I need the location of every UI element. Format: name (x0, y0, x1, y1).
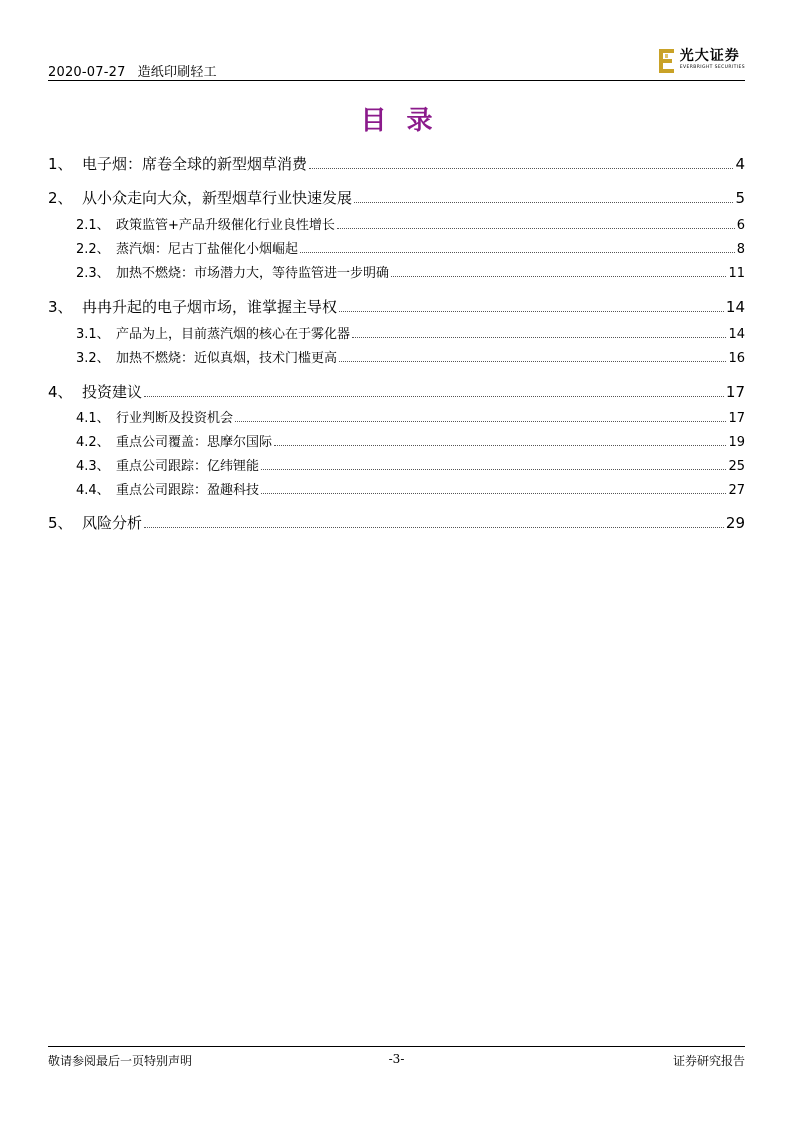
dot-leader (235, 421, 726, 422)
toc-entry-title: 重点公司覆盖：思摩尔国际 (116, 435, 273, 450)
toc-entry-title: 投资建议 (82, 383, 143, 401)
dot-leader (339, 361, 726, 362)
footer-rule (48, 1046, 745, 1047)
dot-leader (144, 527, 724, 528)
toc-subentry[interactable]: 4.2、 重点公司覆盖：思摩尔国际 19 (48, 431, 745, 450)
toc-entry-title: 重点公司跟踪：亿纬锂能 (116, 459, 260, 474)
logo-text-cn: 光大证券 (679, 48, 740, 64)
toc-entry-title: 加热不燃烧：市场潜力大，等待监管进一步明确 (116, 266, 390, 281)
dot-leader (309, 168, 733, 169)
toc-entry-title: 政策监管+产品升级催化行业良性增长 (116, 218, 335, 233)
toc-page-number: 4 (735, 155, 745, 173)
toc-subentry[interactable]: 4.4、 重点公司跟踪：盈趣科技 27 (48, 479, 745, 498)
toc-entry-title: 冉冉升起的电子烟市场，谁掌握主导权 (82, 298, 338, 316)
company-logo (658, 48, 745, 76)
dot-leader (261, 493, 726, 494)
dot-leader (337, 228, 735, 229)
dot-leader (274, 445, 726, 446)
dot-leader (300, 252, 735, 253)
toc-subentry[interactable]: 2.2、 蒸汽烟：尼古丁盐催化小烟崛起 8 (48, 238, 745, 257)
toc-subentry[interactable]: 3.1、 产品为上，目前蒸汽烟的核心在于雾化器 14 (48, 323, 745, 342)
toc-page-number: 5 (735, 189, 745, 207)
report-date: 2020-07-27 (48, 65, 126, 80)
dot-leader (261, 469, 726, 470)
toc-page-number: 17 (725, 383, 745, 401)
dot-leader (144, 396, 724, 397)
toc-entry-title: 蒸汽烟：尼古丁盐催化小烟崛起 (116, 242, 299, 257)
page-number: -3- (388, 1052, 405, 1066)
toc-page-number: 19 (728, 435, 745, 450)
header-info (48, 61, 217, 80)
toc-page-number: 11 (728, 266, 745, 281)
toc-entry-title: 产品为上，目前蒸汽烟的核心在于雾化器 (116, 327, 351, 342)
dot-leader (391, 276, 726, 277)
toc-entry-title: 行业判断及投资机会 (116, 411, 234, 426)
toc-subentry[interactable]: 4.3、 重点公司跟踪：亿纬锂能 25 (48, 455, 745, 474)
toc-subentry[interactable]: 4.1、 行业判断及投资机会 17 (48, 407, 745, 426)
toc-page-number: 8 (736, 242, 745, 257)
toc-page-number: 14 (728, 327, 745, 342)
dot-leader (352, 337, 726, 338)
dot-leader (354, 202, 733, 203)
disclaimer-note: 敬请参阅最后一页特别声明 (48, 1054, 193, 1068)
everbright-logo-icon (658, 48, 676, 74)
header-rule (48, 80, 745, 81)
logo-text-en: EVERBRIGHT SECURITIES (679, 65, 745, 70)
toc-subentry[interactable]: 2.3、 加热不燃烧：市场潜力大，等待监管进一步明确 11 (48, 262, 745, 281)
toc-page-number: 25 (728, 459, 745, 474)
sector-name: 造纸印刷轻工 (137, 65, 217, 80)
toc-entry-title: 从小众走向大众，新型烟草行业快速发展 (82, 189, 353, 207)
report-type: 证券研究报告 (672, 1054, 745, 1068)
toc-entry-title: 重点公司跟踪：盈趣科技 (116, 483, 260, 498)
toc-page-number: 27 (728, 483, 745, 498)
toc-page-number: 29 (725, 514, 745, 532)
toc-page-number: 16 (728, 351, 745, 366)
toc-entry[interactable]: 2、 从小众走向大众，新型烟草行业快速发展 5 (48, 189, 745, 207)
toc-page-number: 17 (728, 411, 745, 426)
page-header (48, 46, 745, 78)
toc-entry[interactable]: 4、 投资建议 17 (48, 383, 745, 401)
toc-entry[interactable]: 3、 冉冉升起的电子烟市场，谁掌握主导权 14 (48, 298, 745, 316)
toc-entry-title: 风险分析 (82, 514, 143, 532)
toc-page-number: 14 (725, 298, 745, 316)
toc-page-number: 6 (736, 218, 745, 233)
toc-subentry[interactable]: 2.1、 政策监管+产品升级催化行业良性增长 6 (48, 214, 745, 233)
toc-entry-title: 电子烟：席卷全球的新型烟草消费 (82, 155, 308, 173)
toc-entry-title: 加热不燃烧：近似真烟，技术门槛更高 (116, 351, 338, 366)
toc-entry[interactable]: 1、 电子烟：席卷全球的新型烟草消费 4 (48, 155, 745, 173)
page-title: 目录 (360, 106, 453, 136)
toc-subentry[interactable]: 3.2、 加热不燃烧：近似真烟，技术门槛更高 16 (48, 347, 745, 366)
dot-leader (339, 311, 724, 312)
toc-entry[interactable]: 5、 风险分析 29 (48, 514, 745, 532)
